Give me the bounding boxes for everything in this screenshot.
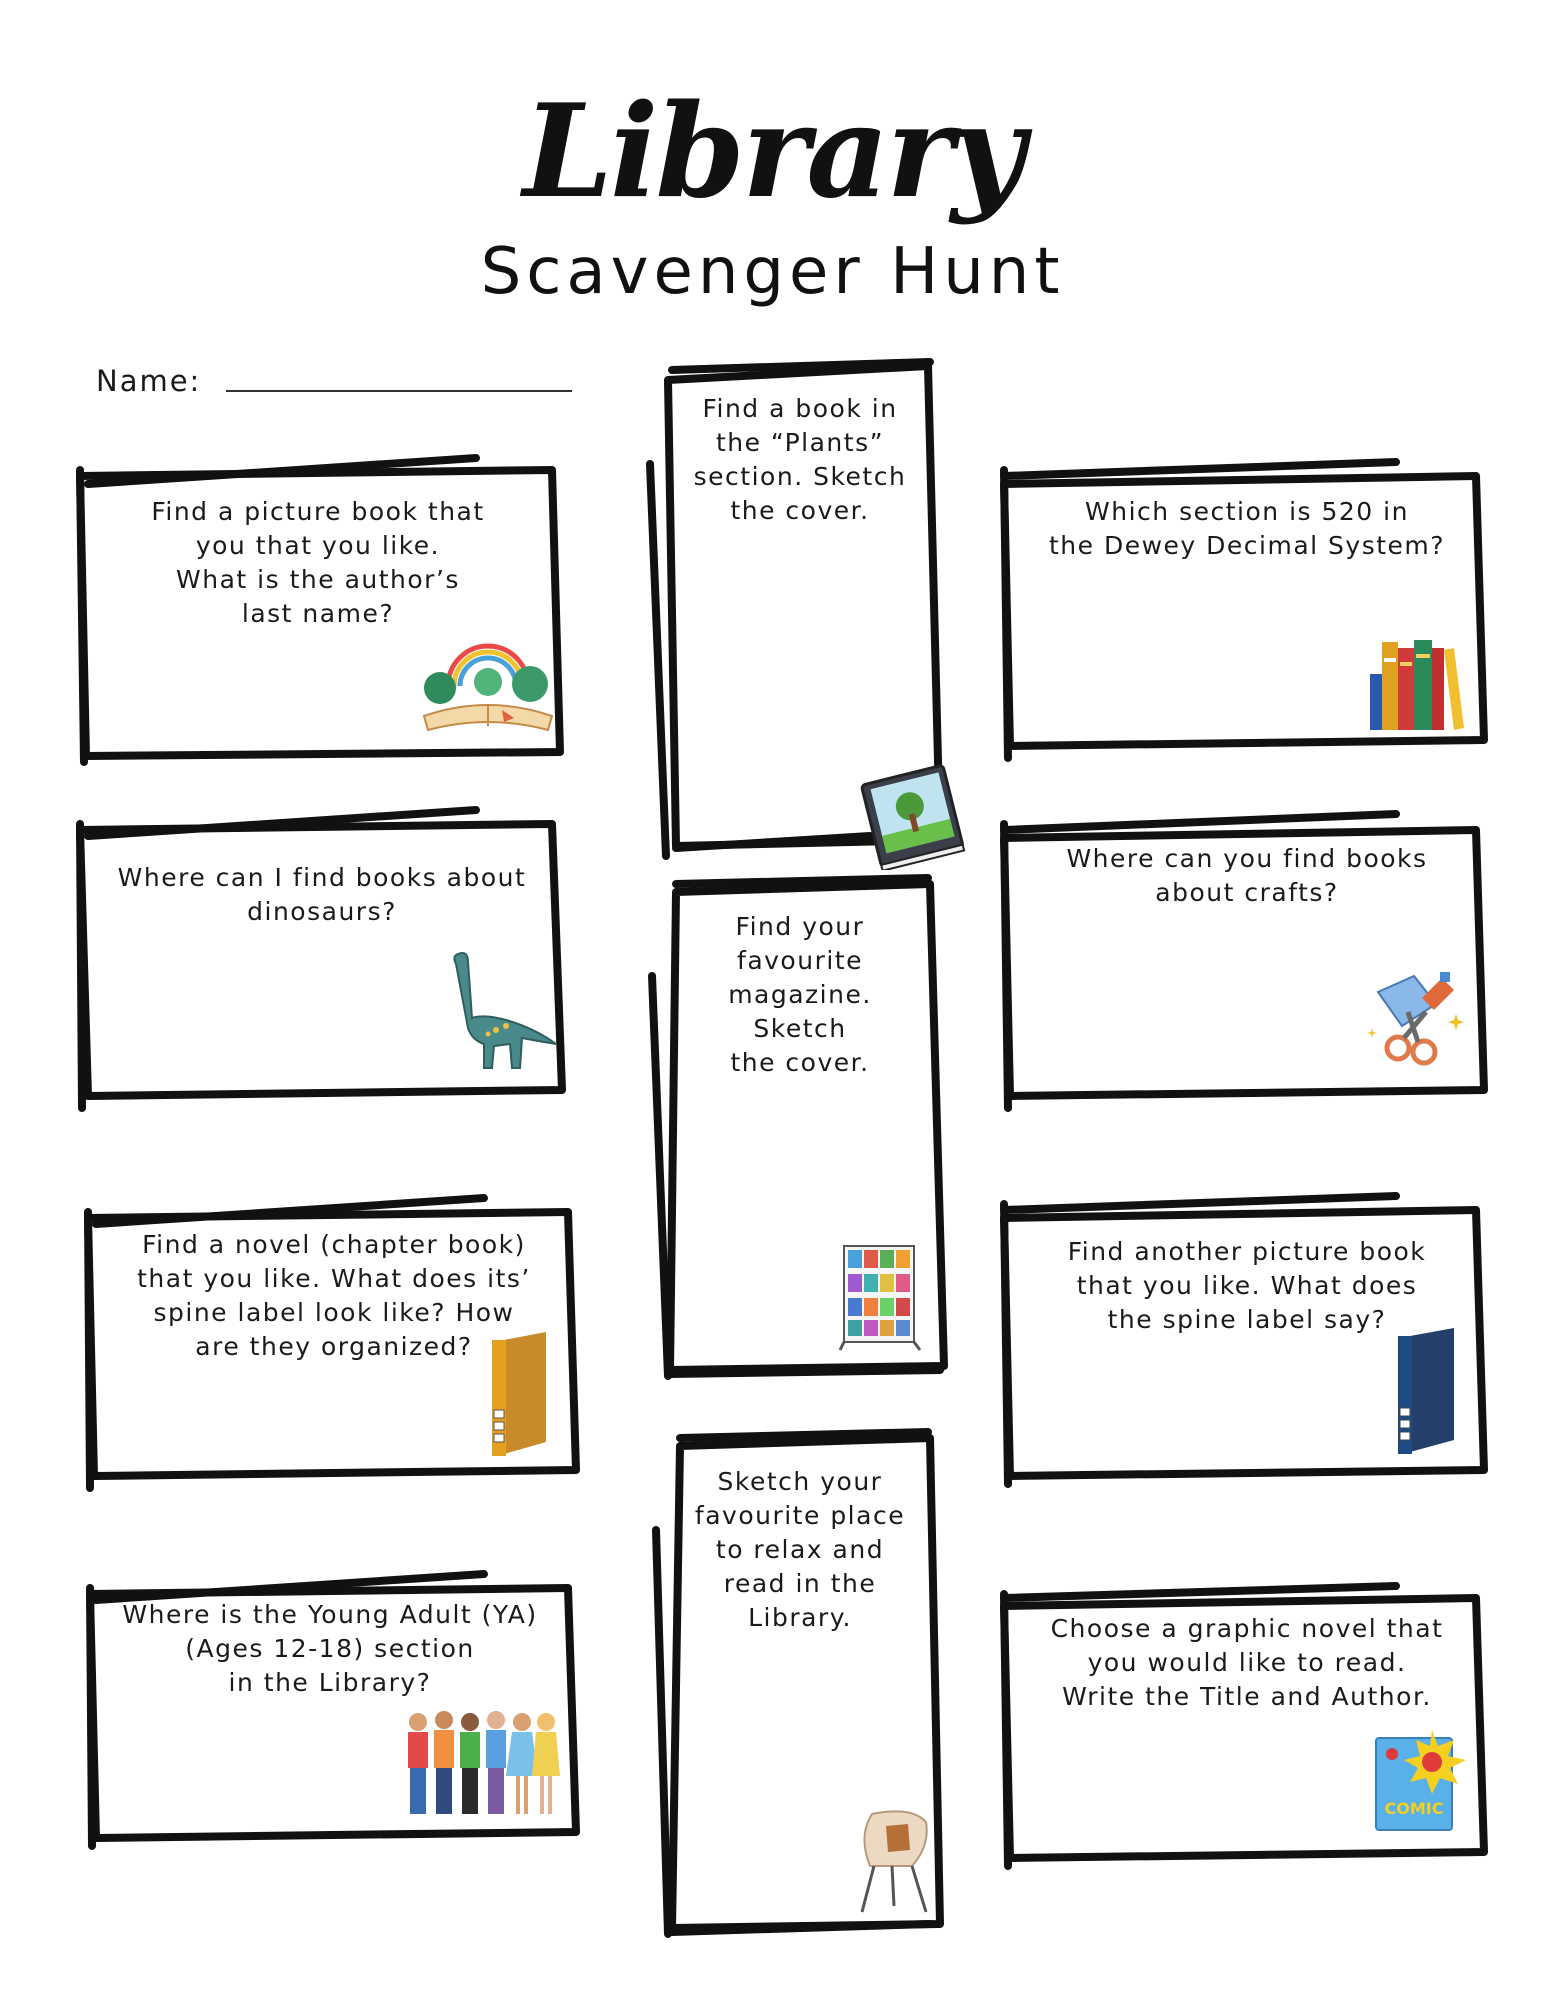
- prompt-crafts: Where can you find books about crafts?: [1066, 844, 1428, 907]
- prompt-picture-book: Find a picture book that you that you like. What is the author’s last name?: [151, 497, 485, 628]
- blue-book-icon: [1396, 1326, 1460, 1458]
- tree-book-icon: [856, 760, 968, 870]
- orange-book-icon: [490, 1330, 554, 1460]
- prompt-young-adult: Where is the Young Adult (YA) (Ages 12-18) section in the Library?: [122, 1600, 538, 1697]
- prompt-plants: Find a book in the “Plants” section. Sketch the cover.: [693, 394, 907, 525]
- teens-group-icon: [400, 1700, 560, 1820]
- prompt-relax-place: Sketch your favourite place to relax and read in the Library.: [694, 1467, 906, 1632]
- prompt-magazine: Find your favourite magazine. Sketch the cover.: [728, 912, 872, 1077]
- books-row-icon: [1368, 634, 1464, 734]
- page-title: Library: [522, 77, 1023, 227]
- open-book-rainbow-icon: [418, 638, 558, 738]
- comic-book-icon: [1370, 1728, 1470, 1832]
- name-label: Name:: [96, 364, 202, 398]
- comic-badge-label: COMIC: [1384, 1799, 1444, 1818]
- prompt-graphic-novel: Choose a graphic novel that you would like to read. Write the Title and Author.: [1050, 1614, 1444, 1711]
- prompt-dewey: Which section is 520 in the Dewey Decimal System?: [1048, 497, 1446, 560]
- prompt-novel: Find a novel (chapter book) that you like. What does its’ spine label look like? How are they organized?: [137, 1230, 531, 1361]
- dinosaur-icon: [444, 948, 560, 1074]
- page-subtitle: Scavenger Hunt: [480, 235, 1065, 309]
- prompt-spine-label: Find another picture book that you like. What does the spine label say?: [1067, 1237, 1427, 1334]
- craft-supplies-icon: [1364, 968, 1468, 1072]
- magazine-rack-icon: [838, 1242, 922, 1352]
- prompt-dinosaurs: Where can I find books about dinosaurs?: [117, 863, 527, 926]
- chair-icon: [852, 1806, 936, 1916]
